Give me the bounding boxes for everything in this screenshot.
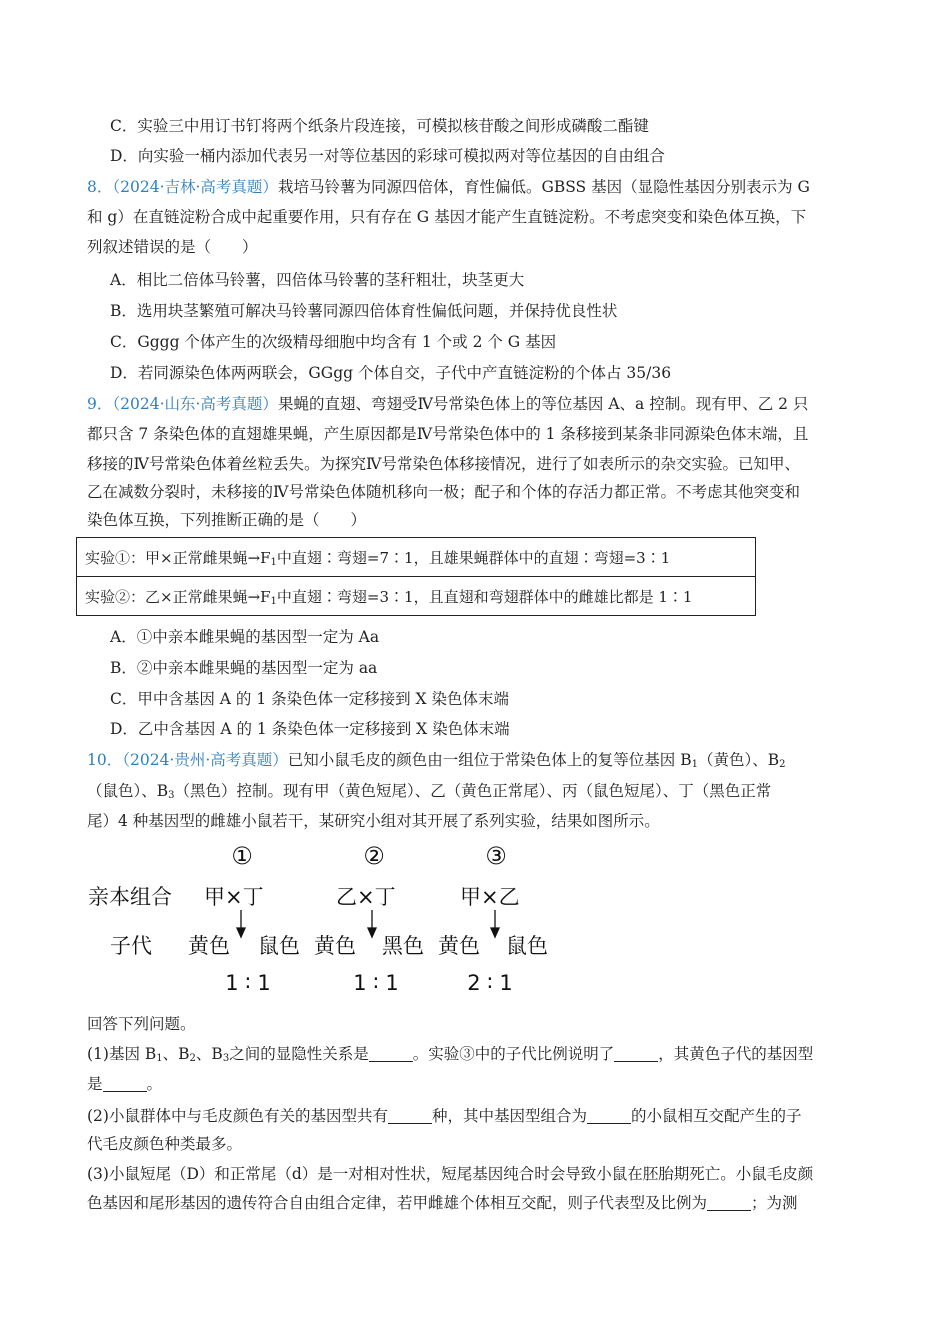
p1-text-g: 是 xyxy=(87,1075,103,1093)
experiment-1-cell xyxy=(77,538,756,577)
answer-blank-3[interactable] xyxy=(103,1076,147,1092)
q10-part-2-line-2: 代毛皮颜色种类最多。 xyxy=(87,1135,243,1153)
exp2-text-b: 中直翅∶弯翅=3∶1，且直翅和弯翅群体中的雌雄比都是 1∶1 xyxy=(276,587,693,606)
q10-stem-line-1 xyxy=(87,750,786,770)
offspring-2-left: 黄色 xyxy=(314,934,356,958)
q8-stem-line-3: 列叙述错误的是（ ） xyxy=(87,238,258,256)
q10-part-3-line-1: (3)小鼠短尾（D）和正常尾（d）是一对相对性状，短尾基因纯合时会导致小鼠在胚胎期死亡。小鼠毛皮颜 xyxy=(87,1165,814,1183)
offspring-3-right: 鼠色 xyxy=(506,934,548,958)
q10-prompt: 回答下列问题。 xyxy=(87,1015,196,1033)
offspring-2-right: 黑色 xyxy=(382,934,424,958)
sub-3: 3 xyxy=(168,790,175,801)
q8-number: 8． xyxy=(87,178,113,196)
experiment-2-cell xyxy=(77,577,756,616)
table-row xyxy=(77,538,756,577)
answer-blank-2[interactable] xyxy=(614,1046,658,1062)
p1-text-b: 、B xyxy=(162,1045,190,1063)
q9-stem-line-1 xyxy=(87,394,808,414)
answer-blank-5[interactable] xyxy=(587,1108,631,1124)
p2-text-b: 种，其中基因型组合为 xyxy=(431,1107,587,1125)
exp1-subscript: 1 xyxy=(270,556,277,568)
p3-text-c: ；为测 xyxy=(751,1194,798,1212)
q8-option-d: D．若同源染色体两两联会，GGgg 个体自交，子代中产直链淀粉的个体占 35/36 xyxy=(110,364,672,382)
answer-blank-4[interactable] xyxy=(388,1108,432,1124)
answer-blank-6[interactable] xyxy=(707,1195,751,1211)
exp2-text-a: 实验②：乙×正常雌果蝇→F xyxy=(85,587,271,606)
q8-stem-1: 栽培马铃薯为同源四倍体，育性偏低。GBSS 基因（显隐性基因分别表示为 G xyxy=(277,178,810,196)
exp2-subscript: 1 xyxy=(270,595,277,607)
p2-text-c: 的小鼠相互交配产生的子 xyxy=(630,1107,802,1125)
circle-label-2: ② xyxy=(363,842,385,870)
q8-stem-line-1 xyxy=(87,177,810,197)
q10-part-1-line-1 xyxy=(87,1044,813,1064)
q8-option-b: B．选用块茎繁殖可解决马铃薯同源四倍体育性偏低问题，并保持优良性状 xyxy=(110,302,618,320)
q10-number: 10． xyxy=(87,751,123,769)
q10-source: （2024·贵州·高考真题） xyxy=(122,751,288,769)
arrow-2-head xyxy=(368,928,376,937)
q10-stem-2b: （黑色）控制。现有甲（黄色短尾）、乙（黄色正常尾）、丙（鼠色短尾）、丁（黑色正常 xyxy=(174,782,772,800)
q10-stem-line-3: 尾）4 种基因型的雌雄小鼠若干，某研究小组对其开展了系列实验，结果如图所示。 xyxy=(87,812,660,830)
q9-number: 9． xyxy=(87,395,113,413)
q10-stem-line-2 xyxy=(87,781,771,801)
p1-text-f: ，其黄色子代的基因型 xyxy=(658,1045,814,1063)
ratio-1: 1 ∶ 1 xyxy=(225,971,271,995)
offspring-1-right: 鼠色 xyxy=(258,934,300,958)
cross-2: 乙×丁 xyxy=(336,885,396,909)
offspring-row-label: 子代 xyxy=(110,934,152,958)
p1-sub-3: 3 xyxy=(222,1053,230,1064)
q8-stem-line-2: 和 g）在直链淀粉合成中起重要作用，只有存在 G 基因才能产生直链淀粉。不考虑突变和染色体互换，下 xyxy=(87,208,807,226)
circle-label-1: ① xyxy=(231,842,253,870)
q9-option-b: B．②中亲本雌果蝇的基因型一定为 aa xyxy=(110,659,378,677)
table-row xyxy=(77,577,756,616)
q7-option-d: D．向实验一桶内添加代表另一对等位基因的彩球可模拟两对等位基因的自由组合 xyxy=(110,147,665,165)
answer-blank-1[interactable] xyxy=(369,1046,413,1062)
p1-text-e: 。实验③中的子代比例说明了 xyxy=(412,1045,615,1063)
parent-row-label: 亲本组合 xyxy=(88,885,172,909)
p2-text-a: (2)小鼠群体中与毛皮颜色有关的基因型共有 xyxy=(87,1107,388,1125)
q9-stem-line-5: 染色体互换，下列推断正确的是（ ） xyxy=(87,511,367,529)
arrow-3-head xyxy=(491,928,499,937)
sub-2: 2 xyxy=(779,759,786,770)
exp1-text-a: 实验①：甲×正常雌果蝇→F xyxy=(85,548,271,567)
q9-option-c: C．甲中含基因 A 的 1 条染色体一定移接到 X 染色体末端 xyxy=(110,690,510,708)
circle-label-3: ③ xyxy=(485,842,507,870)
q9-stem-line-4: 乙在减数分裂时，未移接的Ⅳ号常染色体随机移向一极；配子和个体的存活力都正常。不考虑其他突变和 xyxy=(87,483,800,501)
p1-sub-1: 1 xyxy=(156,1053,163,1064)
ratio-2: 1 ∶ 1 xyxy=(353,971,399,995)
q8-source: （2024·吉林·高考真题） xyxy=(112,178,278,196)
p1-sub-2: 2 xyxy=(189,1053,196,1064)
q10-part-3-line-2 xyxy=(87,1193,798,1213)
q10-stem-2a: （鼠色）、B xyxy=(87,782,169,800)
p1-text-h: 。 xyxy=(146,1075,163,1093)
sub-1: 1 xyxy=(691,759,698,770)
exp1-text-b: 中直翅∶弯翅=7∶1，且雄果蝇群体中的直翅∶弯翅=3∶1 xyxy=(276,548,671,567)
cross-arrows xyxy=(237,910,499,937)
cross-3: 甲×乙 xyxy=(460,885,520,909)
q9-experiment-table xyxy=(76,537,756,616)
q8-option-a: A．相比二倍体马铃薯，四倍体马铃薯的茎秆粗壮，块茎更大 xyxy=(110,271,525,289)
ratio-3: 2 ∶ 1 xyxy=(467,971,513,995)
cross-experiment-figure xyxy=(86,840,556,1000)
q10-part-1-line-2 xyxy=(87,1074,162,1094)
q10-stem-1: 已知小鼠毛皮的颜色由一组位于常染色体上的复等位基因 B xyxy=(287,751,692,769)
q9-option-a: A．①中亲本雌果蝇的基因型一定为 Aa xyxy=(110,628,380,646)
arrow-1-head xyxy=(237,928,245,937)
cross-1: 甲×丁 xyxy=(204,885,264,909)
q9-option-d: D．乙中含基因 A 的 1 条染色体一定移接到 X 染色体末端 xyxy=(110,720,510,738)
q9-stem-1: 果蝇的直翅、弯翅受Ⅳ号常染色体上的等位基因 A、a 控制。现有甲、乙 2 只 xyxy=(277,395,809,413)
offspring-3-left: 黄色 xyxy=(438,934,480,958)
p1-text-c: 、B xyxy=(195,1045,223,1063)
q9-stem-line-3: 移接的Ⅳ号常染色体着丝粒丢失。为探究Ⅳ号常染色体移接情况，进行了如表所示的杂交实验。已知甲、 xyxy=(87,455,800,473)
p1-text-d: 之间的显隐性关系是 xyxy=(229,1045,369,1063)
p1-text-a: (1)基因 B xyxy=(87,1045,157,1063)
q10-part-2-line-1 xyxy=(87,1106,802,1126)
offspring-1-left: 黄色 xyxy=(188,934,230,958)
q10-stem-1b: （黄色）、B xyxy=(698,751,780,769)
q9-stem-line-2: 都只含 7 条染色体的直翅雄果蝇，产生原因都是Ⅳ号常染色体中的 1 条移接到某条非同源染色体末端，且 xyxy=(87,425,809,443)
q8-option-c: C．Gggg 个体产生的次级精母细胞中均含有 1 个或 2 个 G 基因 xyxy=(110,333,557,351)
q9-source: （2024·山东·高考真题） xyxy=(112,395,278,413)
q7-option-c: C．实验三中用订书钉将两个纸条片段连接，可模拟核苷酸之间形成磷酸二酯键 xyxy=(110,117,649,135)
p3-text-b: 色基因和尾形基因的遗传符合自由组合定律，若甲雌雄个体相互交配，则子代表型及比例为 xyxy=(87,1194,708,1212)
